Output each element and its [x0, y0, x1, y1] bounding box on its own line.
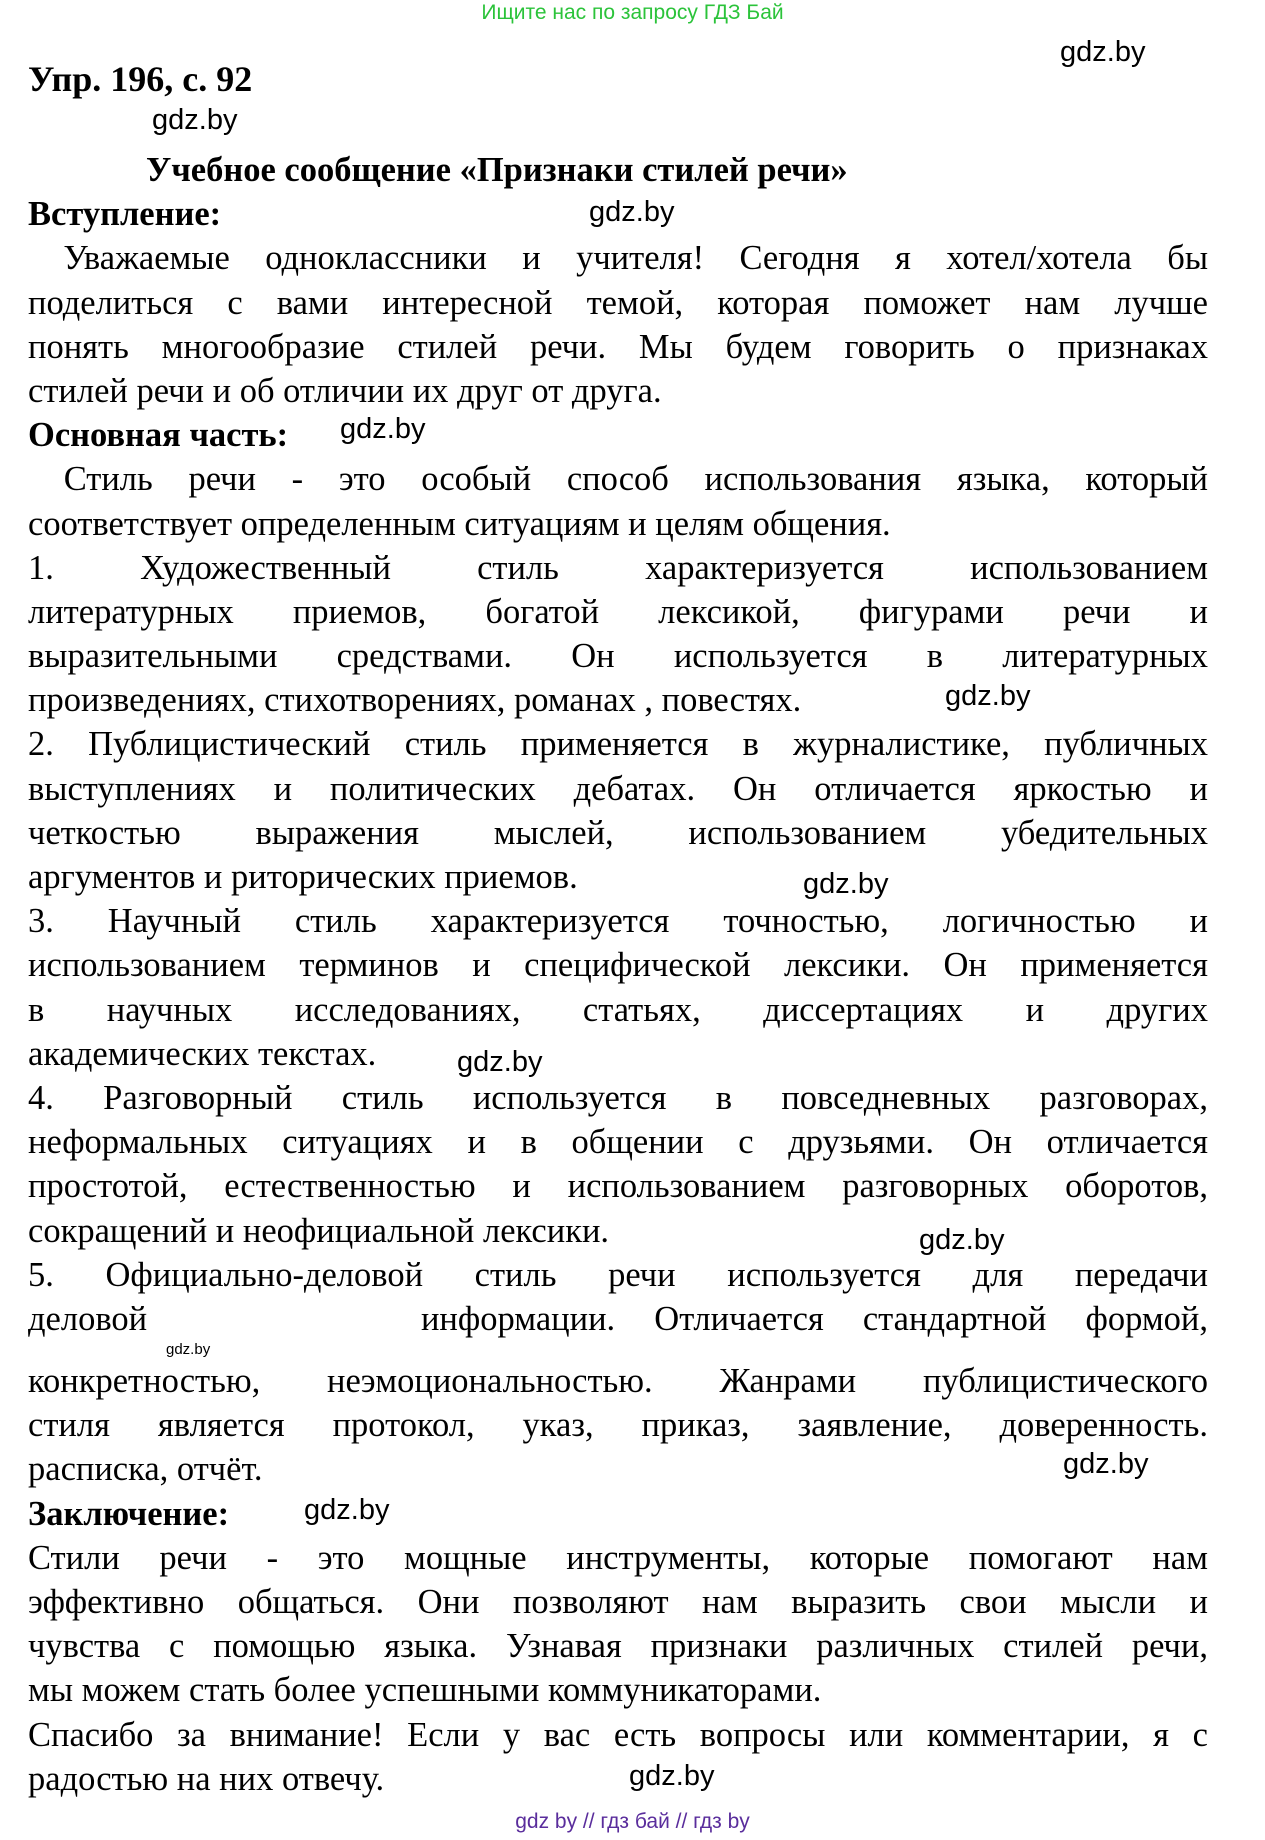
text-line: Стиль речи - это особый способ использования языка, который [28, 460, 1208, 499]
watermark: gdz.by [340, 413, 426, 445]
watermark: gdz.by [304, 1494, 390, 1526]
watermark: gdz.by [919, 1224, 1005, 1256]
text-line: деловой информации. Отличается стандартной формой, [28, 1299, 1208, 1338]
watermark: gdz.by [1063, 1448, 1149, 1480]
watermark: gdz.by [589, 196, 675, 228]
text-line: использованием терминов и специфической лексики. Он применяется [28, 946, 1208, 985]
text-line: стилей речи и об отличии их друг от друга. [28, 371, 662, 410]
text-line: сокращений и неофициальной лексики. [28, 1211, 610, 1250]
text-line: выразительными средствами. Он используется в литературных [28, 637, 1208, 676]
section-heading: Вступление: [28, 195, 222, 234]
text-line: Стили речи - это мощные инструменты, которые помогают нам [28, 1538, 1208, 1577]
text-line: четкостью выражения мыслей, использованием убедительных [28, 813, 1208, 852]
text-line: 1. Художественный стиль характеризуется использованием [28, 548, 1208, 587]
section-heading: Заключение: [28, 1494, 230, 1533]
text-line: 5. Официально-деловой стиль речи используется для передачи [28, 1255, 1208, 1294]
watermark: gdz.by [166, 1341, 211, 1358]
text-line: стиля является протокол, указ, приказ, заявление, доверенность. [28, 1406, 1208, 1445]
section-heading: Основная часть: [28, 416, 289, 455]
text-line: произведениях, стихотворениях, романах , повестях. [28, 681, 802, 720]
exercise-title: Упр. 196, с. 92 [28, 59, 253, 99]
text-line: расписка, отчёт. [28, 1450, 263, 1489]
text-line: поделиться с вами интересной темой, которая поможет нам лучше [28, 283, 1208, 322]
text-line: чувства с помощью языка. Узнавая признаки различных стилей речи, [28, 1627, 1208, 1666]
document-heading: Учебное сообщение «Признаки стилей речи» [146, 151, 848, 189]
text-line: неформальных ситуациях и в общении с друзьями. Он отличается [28, 1123, 1208, 1162]
text-line: аргументов и риторических приемов. [28, 858, 578, 896]
watermark: gdz.by [1060, 36, 1146, 68]
text-line: мы можем стать более успешными коммуникаторами. [28, 1671, 822, 1710]
text-line: Спасибо за внимание! Если у вас есть вопросы или комментарии, я с [28, 1715, 1208, 1754]
document-body [28, 148, 1208, 1801]
watermark: gdz.by [803, 868, 889, 900]
text-line: соответствует определенным ситуациям и целям общения. [28, 504, 891, 543]
text-line: 3. Научный стиль характеризуется точностью, логичностью и [28, 902, 1208, 941]
text-line: литературных приемов, богатой лексикой, фигурами речи и [28, 592, 1208, 631]
text-line: в научных исследованиях, статьях, диссертациях и других [28, 990, 1208, 1029]
text-line: Уважаемые одноклассники и учителя! Сегодня я хотел/хотела бы [28, 239, 1208, 278]
text-line: 4. Разговорный стиль используется в повседневных разговорах, [28, 1078, 1208, 1117]
text-line: понять многообразие стилей речи. Мы будем говорить о признаках [28, 327, 1208, 366]
search-banner[interactable]: Ищите нас по запросу ГДЗ Бай [481, 1, 784, 24]
text-line: академических текстах. [28, 1034, 377, 1073]
text-line: простотой, естественностью и использованием разговорных оборотов, [28, 1167, 1208, 1206]
text-line: конкретностью, неэмоциональностью. Жанрами публицистического [28, 1362, 1208, 1401]
watermark: gdz.by [152, 104, 238, 136]
text-line: 2. Публицистический стиль применяется в журналистике, публичных [28, 725, 1208, 764]
text-line: эффективно общаться. Они позволяют нам выразить свои мысли и [28, 1583, 1208, 1621]
watermark: gdz.by [629, 1760, 715, 1792]
footer-links[interactable]: gdz by // гдз бай // гдз by [515, 1810, 750, 1833]
watermark: gdz.by [457, 1046, 543, 1078]
text-line: радостью на них отвечу. [28, 1759, 385, 1798]
text-line: выступлениях и политических дебатах. Он отличается яркостью и [28, 769, 1208, 808]
watermark: gdz.by [945, 680, 1031, 712]
